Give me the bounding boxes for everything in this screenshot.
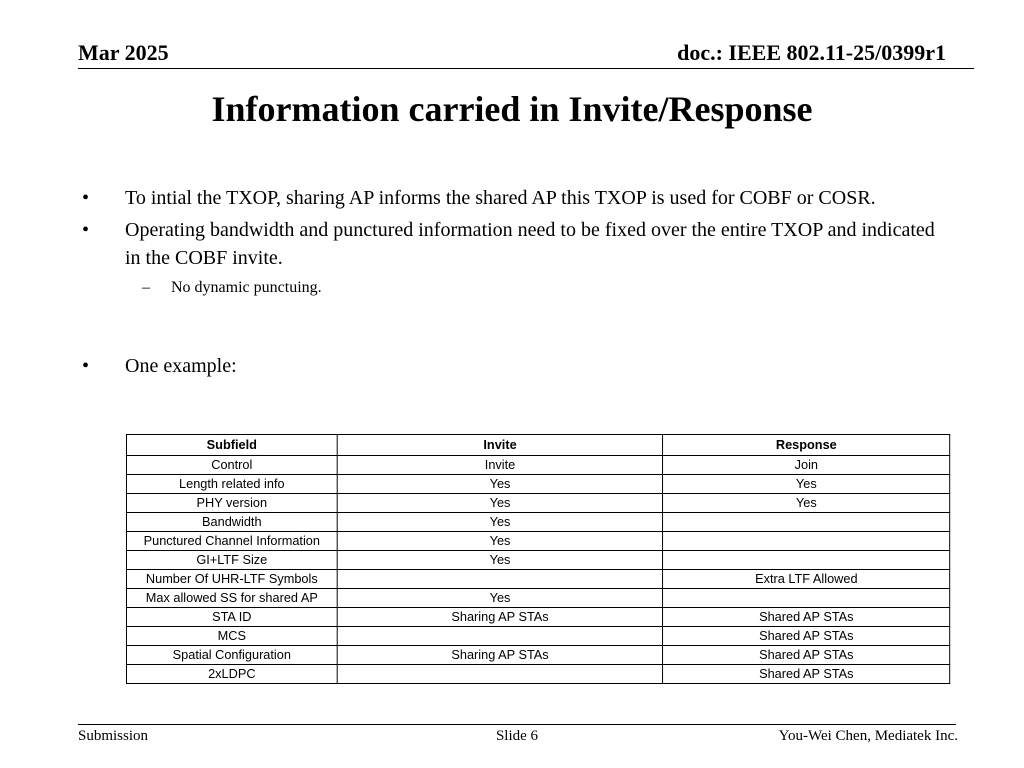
subfield-cell: Number Of UHR-LTF Symbols <box>126 570 337 589</box>
subfield-cell: STA ID <box>126 608 337 627</box>
response-cell <box>663 532 950 551</box>
table-row <box>126 532 949 551</box>
bullet-item <box>82 216 942 272</box>
invite-cell: Invite <box>337 456 663 475</box>
response-cell: Shared AP STAs <box>663 646 950 665</box>
footer-author: You-Wei Chen, Mediatek Inc. <box>778 728 958 744</box>
invite-cell: Yes <box>337 494 663 513</box>
subfield-cell: MCS <box>126 627 337 646</box>
response-cell: Shared AP STAs <box>663 665 950 684</box>
invite-cell <box>337 570 663 589</box>
table-row <box>126 475 949 494</box>
bullet-marker: • <box>82 187 90 209</box>
table-row <box>126 589 949 608</box>
invite-cell: Yes <box>337 532 663 551</box>
response-cell: Yes <box>663 494 950 513</box>
response-cell: Shared AP STAs <box>663 627 950 646</box>
invite-cell: Yes <box>337 475 663 494</box>
response-cell: Extra LTF Allowed <box>663 570 950 589</box>
invite-cell: Yes <box>337 551 663 570</box>
subfield-cell: PHY version <box>126 494 337 513</box>
subfield-cell: Control <box>126 456 337 475</box>
table-row <box>126 665 949 684</box>
sub-bullet-text: No dynamic punctuing. <box>171 279 322 296</box>
invite-cell: Sharing AP STAs <box>337 608 663 627</box>
invite-cell <box>337 665 663 684</box>
table-row <box>126 570 949 589</box>
response-cell <box>663 513 950 532</box>
slide-title: Information carried in Invite/Response <box>211 89 813 129</box>
subfield-cell: Max allowed SS for shared AP <box>126 589 337 608</box>
response-cell: Shared AP STAs <box>663 608 950 627</box>
bullet-marker: • <box>82 219 90 241</box>
invite-cell: Yes <box>337 589 663 608</box>
subfield-cell: Spatial Configuration <box>126 646 337 665</box>
subfield-cell: Length related info <box>126 475 337 494</box>
response-cell: Join <box>663 456 950 475</box>
subfield-cell: 2xLDPC <box>126 665 337 684</box>
table-row <box>126 456 949 475</box>
subfield-cell: Punctured Channel Information <box>126 532 337 551</box>
table-row <box>126 513 949 532</box>
invite-cell <box>337 627 663 646</box>
column-header-invite: Invite <box>337 435 663 456</box>
bullet-text: One example: <box>125 355 237 377</box>
footer-submission: Submission <box>78 728 149 744</box>
sub-bullet-marker: – <box>142 279 150 296</box>
header-doc-id: doc.: IEEE 802.11-25/0399r1 <box>677 40 946 65</box>
invite-cell: Yes <box>337 513 663 532</box>
table-row <box>126 646 949 665</box>
header-divider <box>78 68 974 69</box>
subfield-table <box>126 434 950 684</box>
header-date: Mar 2025 <box>78 40 169 65</box>
footer-divider <box>78 724 956 725</box>
column-header-subfield: Subfield <box>126 435 337 456</box>
invite-cell: Sharing AP STAs <box>337 646 663 665</box>
bullet-item <box>82 352 942 380</box>
table-header-row <box>126 435 949 456</box>
bullet-marker: • <box>82 355 90 377</box>
table-row <box>126 551 949 570</box>
response-cell <box>663 589 950 608</box>
table-row <box>126 494 949 513</box>
subfield-cell: GI+LTF Size <box>126 551 337 570</box>
column-header-response: Response <box>663 435 950 456</box>
sub-bullet-item <box>82 276 942 300</box>
footer-slide-number: Slide 6 <box>495 728 539 744</box>
bullet-text: Operating bandwidth and punctured information need to be fixed over the entire TXOP and indicated in the COBF invite. <box>125 219 935 269</box>
bullet-text: To intial the TXOP, sharing AP informs the shared AP this TXOP is used for COBF or COSR. <box>125 187 876 209</box>
subfield-cell: Bandwidth <box>126 513 337 532</box>
table-row <box>126 627 949 646</box>
response-cell: Yes <box>663 475 950 494</box>
table-row <box>126 608 949 627</box>
response-cell <box>663 551 950 570</box>
bullet-list <box>82 184 942 384</box>
bullet-item <box>82 184 942 212</box>
